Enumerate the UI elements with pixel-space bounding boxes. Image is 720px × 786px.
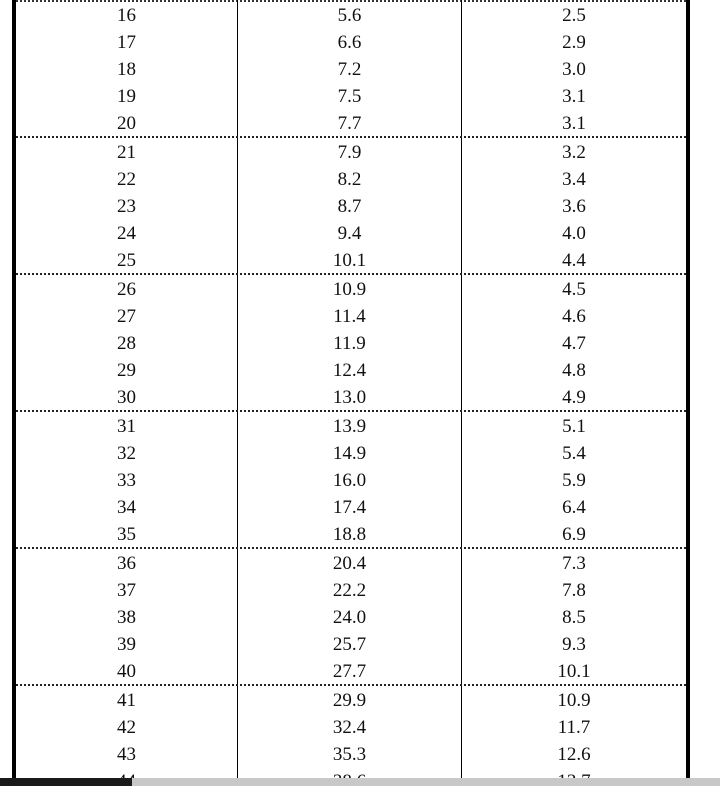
table-cell: 36	[117, 553, 136, 574]
table-cell: 32	[117, 443, 136, 464]
table-cell: 11.4	[333, 306, 366, 327]
table-cell: 27	[117, 306, 136, 327]
table-cell: 4.8	[562, 360, 586, 381]
table-row	[16, 414, 686, 441]
data-table	[12, 0, 690, 781]
table-row	[16, 248, 686, 275]
table-cell: 17	[117, 32, 136, 53]
table-cell: 18	[117, 59, 136, 80]
table-cell: 6.6	[337, 32, 362, 53]
table-row	[16, 3, 686, 30]
table-row	[16, 385, 686, 412]
table-row	[16, 551, 686, 578]
table-cell: 28	[117, 333, 136, 354]
scrollbar-thumb[interactable]	[0, 778, 132, 786]
table-cell: 29.9	[332, 690, 367, 711]
table-cell: 26	[117, 279, 136, 300]
table-cell: 9.4	[337, 223, 362, 244]
table-cell: 22	[117, 169, 136, 190]
table-top-rule	[16, 0, 686, 2]
table-cell: 7.3	[562, 553, 586, 574]
table-cell: 13.0	[332, 387, 367, 408]
table-cell: 37	[117, 580, 136, 601]
table-cell: 12.4	[332, 360, 367, 381]
table-cell: 10.1	[557, 661, 591, 682]
table-cell: 2.9	[562, 32, 586, 53]
table-row	[16, 167, 686, 194]
table-cell: 13.9	[332, 416, 367, 437]
table-cell: 4.4	[562, 250, 586, 271]
table-cell: 5.6	[337, 5, 362, 26]
table-row	[16, 659, 686, 686]
table-cell: 5.1	[562, 416, 586, 437]
table-cell: 27.7	[332, 661, 367, 682]
table-cell: 7.7	[337, 113, 362, 134]
table-cell: 18.8	[332, 524, 367, 545]
table-cell: 4.6	[562, 306, 586, 327]
table-row	[16, 715, 686, 742]
table-cell: 5.4	[562, 443, 586, 464]
table-row	[16, 30, 686, 57]
table-cell: 20.4	[332, 553, 367, 574]
table-cell: 14.9	[332, 443, 367, 464]
table-row	[16, 605, 686, 632]
table-cell: 29	[117, 360, 136, 381]
table-cell: 10.9	[332, 279, 367, 300]
table-row	[16, 358, 686, 385]
table-cell: 35.3	[332, 744, 367, 765]
table-cell: 12.6	[557, 744, 591, 765]
table-cell: 25	[117, 250, 136, 271]
table-cell: 11.9	[333, 333, 366, 354]
table-cell: 30	[117, 387, 136, 408]
table-cell: 41	[117, 690, 136, 711]
table-cell: 31	[117, 416, 136, 437]
table-cell: 24	[117, 223, 136, 244]
table-cell: 17.4	[332, 497, 367, 518]
table-cell: 8.7	[337, 196, 362, 217]
table-cell: 20	[117, 113, 136, 134]
table-row	[16, 495, 686, 522]
table-row	[16, 331, 686, 358]
table-cell: 7.9	[337, 142, 362, 163]
table-cell: 7.8	[562, 580, 586, 601]
table-cell: 32.4	[332, 717, 367, 738]
table-cell: 8.2	[337, 169, 362, 190]
table-row	[16, 84, 686, 111]
table-cell: 10.9	[557, 690, 591, 711]
table-row	[16, 522, 686, 549]
table-cell: 3.2	[562, 142, 586, 163]
table-cell: 8.5	[562, 607, 586, 628]
table-cell: 6.9	[562, 524, 586, 545]
table-cell: 11.7	[557, 717, 591, 738]
table-row	[16, 578, 686, 605]
table-row	[16, 57, 686, 84]
table-cell: 39	[117, 634, 136, 655]
table-cell: 2.5	[562, 5, 586, 26]
table-cell: 3.0	[562, 59, 586, 80]
table-row	[16, 221, 686, 248]
table-row	[16, 304, 686, 331]
table-cell: 4.9	[562, 387, 586, 408]
table-row	[16, 140, 686, 167]
table-cell: 22.2	[332, 580, 367, 601]
table-row	[16, 441, 686, 468]
table-row	[16, 111, 686, 138]
table-row	[16, 688, 686, 715]
table-cell: 4.7	[562, 333, 586, 354]
table-row	[16, 632, 686, 659]
table-cell: 16.0	[332, 470, 367, 491]
table-cell: 4.5	[562, 279, 586, 300]
table-cell: 23	[117, 196, 136, 217]
table-row	[16, 742, 686, 769]
table-body	[16, 3, 686, 786]
table-cell: 4.0	[562, 223, 586, 244]
table-row	[16, 194, 686, 221]
table-cell: 24.0	[332, 607, 367, 628]
horizontal-scrollbar[interactable]	[0, 778, 720, 786]
table-cell: 3.1	[562, 113, 586, 134]
table-cell: 25.7	[332, 634, 367, 655]
table-cell: 19	[117, 86, 136, 107]
table-cell: 33	[117, 470, 136, 491]
table-cell: 7.2	[337, 59, 362, 80]
table-row	[16, 468, 686, 495]
table-cell: 3.4	[562, 169, 586, 190]
table-row	[16, 277, 686, 304]
table-cell: 5.9	[562, 470, 586, 491]
table-cell: 42	[117, 717, 136, 738]
table-cell: 43	[117, 744, 136, 765]
table-cell: 16	[117, 5, 136, 26]
table-cell: 40	[117, 661, 136, 682]
table-cell: 7.5	[337, 86, 362, 107]
table-cell: 21	[117, 142, 136, 163]
table-cell: 35	[117, 524, 136, 545]
table-cell: 3.6	[562, 196, 586, 217]
table-cell: 10.1	[332, 250, 367, 271]
table-cell: 38	[117, 607, 136, 628]
table-cell: 6.4	[562, 497, 586, 518]
table-cell: 9.3	[562, 634, 586, 655]
table-cell: 3.1	[562, 86, 586, 107]
table-cell: 34	[117, 497, 136, 518]
